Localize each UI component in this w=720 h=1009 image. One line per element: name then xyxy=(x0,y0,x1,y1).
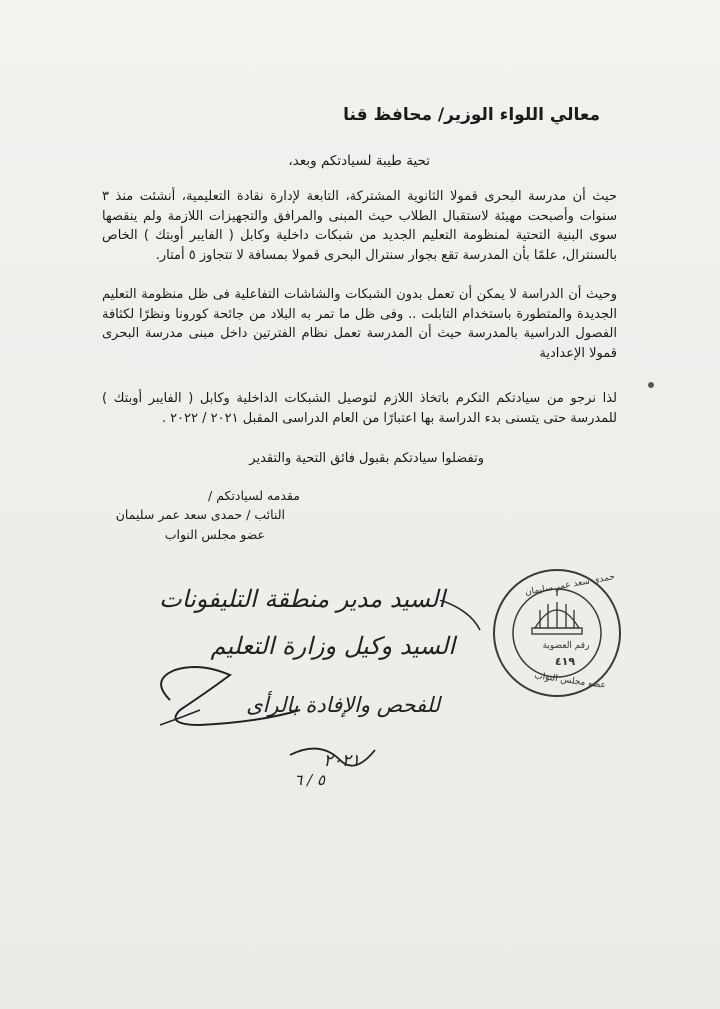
stamp-membership-label: رقم العضوية xyxy=(542,641,590,651)
handwritten-line-2: السيد وكيل وزارة التعليم xyxy=(210,632,455,660)
submitted-by: مقدمه لسيادتكم / xyxy=(208,488,300,503)
margin-dot xyxy=(648,382,654,388)
paragraph-3: لذا نرجو من سيادتكم التكرم باتخاذ اللازم لتوصيل الشبكات الداخلية وكابل ( الفايبر أوبتك ) للمدرسة حتى يتسنى بدء الدراسة بها اعتبارًا من العام الدراسى المقبل ٢٠٢١ / ٢٠٢٢ . xyxy=(102,391,617,426)
paragraph-1: حيث أن مدرسة البحرى قمولا الثانوية المشتركة، التابعة لإدارة نقادة التعليمية، أنشئت منذ ٣ سنوات وأصبحت مهيئة لاستقبال الطلاب حيث المبنى والمرافق والتجهيزات اللازمة ولم ينقصها سوى البنية التحتية لمنظومة التعليم الجديد من شبكات داخلية وكابل ( الفايبر أوبتك ) الخاص بالسنترال، علمًا بأن المدرسة تقع بجوار سنترال البحرى قمولا بمسافة لا تتجاوز ٥ أمتار. xyxy=(102,189,617,263)
paragraph-2: وحيث أن الدراسة لا يمكن أن تعمل بدون الشبكات والشاشات التفاعلية فى ظل منظومة التعليم الجديدة والمتطورة باستخدام التابلت .. وفى ظل ما تمر به البلاد من جائحة كورونا ونظرًا لكثافة الفصول الدراسية بالمدرسة حيث أن المدرسة تعمل نظام الفترتين داخل مبنى مدرسة البحرى قمولا الإعدادية xyxy=(102,287,617,361)
letter-greeting: تحية طيبة لسيادتكم وبعد، xyxy=(288,153,430,169)
handwritten-date-extra: ٥ / ٦ xyxy=(294,771,325,789)
sender-role: عضو مجلس النواب xyxy=(164,527,265,542)
stamp-name: حمدى سعد عمر سليمان xyxy=(524,572,616,598)
stamp-membership-number: ٤١٩ xyxy=(554,655,576,668)
handwritten-date-year: ٢٠٢١ xyxy=(323,751,360,771)
letter-title: معالي اللواء الوزير/ محافظ قنا xyxy=(343,105,600,125)
handwritten-line-1: السيد مدير منطقة التليفونات xyxy=(159,585,445,613)
sender-name: النائب / حمدى سعد عمر سليمان xyxy=(115,507,285,522)
stamp-role: عضو مجلس النواب xyxy=(533,671,607,691)
handwritten-line-3: للفحص والإفادة بالرأى xyxy=(246,693,440,717)
closing-line: وتفضلوا سيادتكم بقبول فائق التحية والتقدير xyxy=(249,451,484,466)
